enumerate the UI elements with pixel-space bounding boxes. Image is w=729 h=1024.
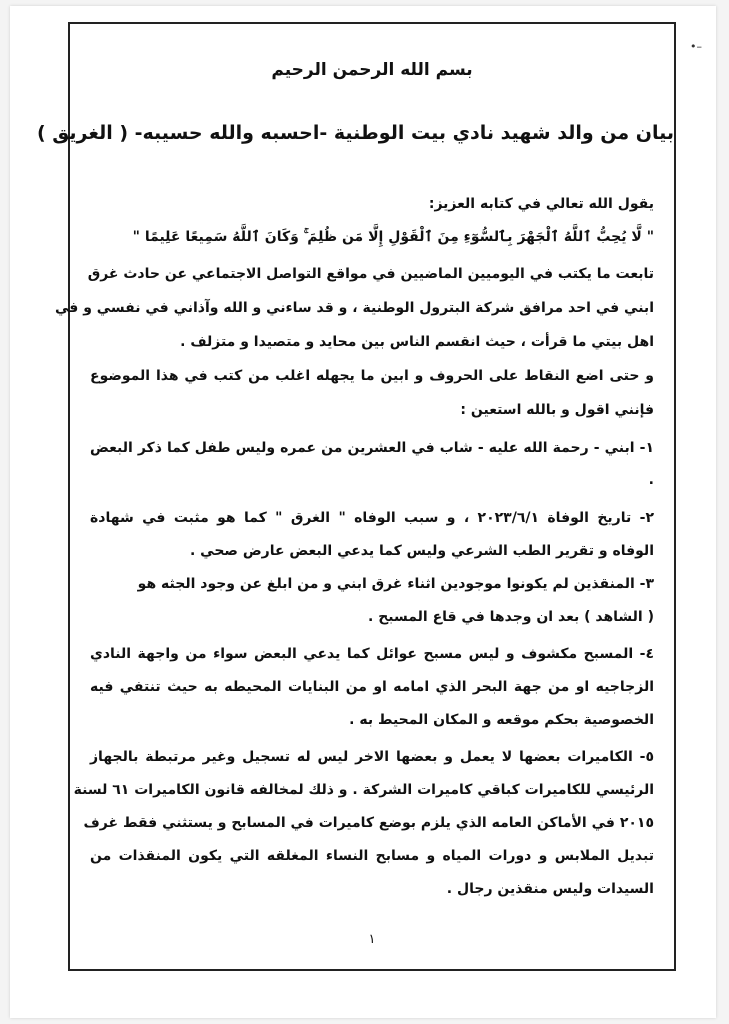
text-line: الوفاه و تقرير الطب الشرعي وليس كما يدعي البعض عارض صحي . [189, 543, 654, 559]
statement-title: بيان من والد شهيد نادي بيت الوطنية -احسبه والله حسيبه- ( الغريق ) [36, 122, 674, 144]
text-line: الرئيسي للكاميرات كباقي كاميرات الشركة . و ذلك لمخالفه قانون الكاميرات ٦١ لسنة [73, 782, 654, 798]
text-line: ٢٠١٥ في الأماكن العامه الذي يلزم بوضع كاميرات في المسابح و يستثني فقط غرف [83, 815, 654, 831]
text-line: ( الشاهد ) بعد ان وجدها في قاع المسبح . [368, 609, 654, 625]
page-border [36, 22, 676, 971]
text-line: و حتى اضع النقاط على الحروف و ابين ما يجهله اغلب من كتب في هذا الموضوع [90, 368, 654, 384]
text-line: تابعت ما يكتب في اليوميين الماضيين في مواقع التواصل الاجتماعي عن حادث غرق [87, 266, 654, 282]
numbered-point-2: ٢- تاريخ الوفاة ٢٠٢٣/٦/١ ، و سبب الوفاه " الغرق " كما هو مثبت في شهادة [90, 510, 654, 526]
text-line: اهل بيتي ما قرأت ، حيث انقسم الناس بين محايد و متصيدا و متزلف . [180, 334, 654, 350]
text-line: السيدات وليس منقذين رجال . [446, 881, 654, 897]
text-line: ابني في احد مرافق شركة البترول الوطنية ، و قد ساءني و الله وآذاني في نفسي و في [54, 300, 654, 316]
text-line: يقول الله تعالي في كتابه العزيز: [428, 196, 654, 212]
page-number: ١ [368, 932, 376, 947]
numbered-point-1: ١- ابني - رحمة الله عليه - شاب في العشرين من عمره وليس طفل كما ذكر البعض [90, 440, 654, 456]
document-page [10, 6, 716, 1018]
text-line: الزجاجيه او من جهة البحر الذي امامه او من البنايات المحيطه به حيث تنتفي فيه [90, 679, 654, 695]
text-line: فإنني اقول و بالله استعين : [460, 402, 654, 418]
text-line: الخصوصية بحكم موقعه و المكان المحيط به . [349, 712, 654, 728]
basmala-heading: بسم الله الرحمن الرحيم [271, 60, 473, 80]
quran-verse-line: " لَّا يُحِبُّ ٱللَّهُ ٱلْجَهْرَ بِٱلسُّوٓءِ مِنَ ٱلْقَوْلِ إِلَّا مَن ظُلِمَ ۚ وَكَانَ ٱللَّهُ سَمِيعًا عَلِيمًا " [132, 229, 654, 245]
numbered-point-5: ٥- الكاميرات بعضها لا يعمل و بعضها الاخر ليس له تسجيل وغير مرتبطة بالجهاز [90, 749, 654, 765]
corner-mark: •– [690, 40, 702, 53]
numbered-point-4: ٤- المسبح مكشوف و ليس مسبح عوائل كما يدعي البعض سواء من واجهة النادي [90, 646, 654, 662]
numbered-point-3: ٣- المنقذين لم يكونوا موجودين اثناء غرق ابني و من ابلغ عن وجود الجثه هو [137, 576, 654, 592]
text-line: . [648, 472, 654, 488]
document-body [36, 24, 674, 969]
text-line: تبديل الملابس و دورات المياه و مسابح النساء المغلقه التي يكون المنقذات من [90, 848, 654, 864]
